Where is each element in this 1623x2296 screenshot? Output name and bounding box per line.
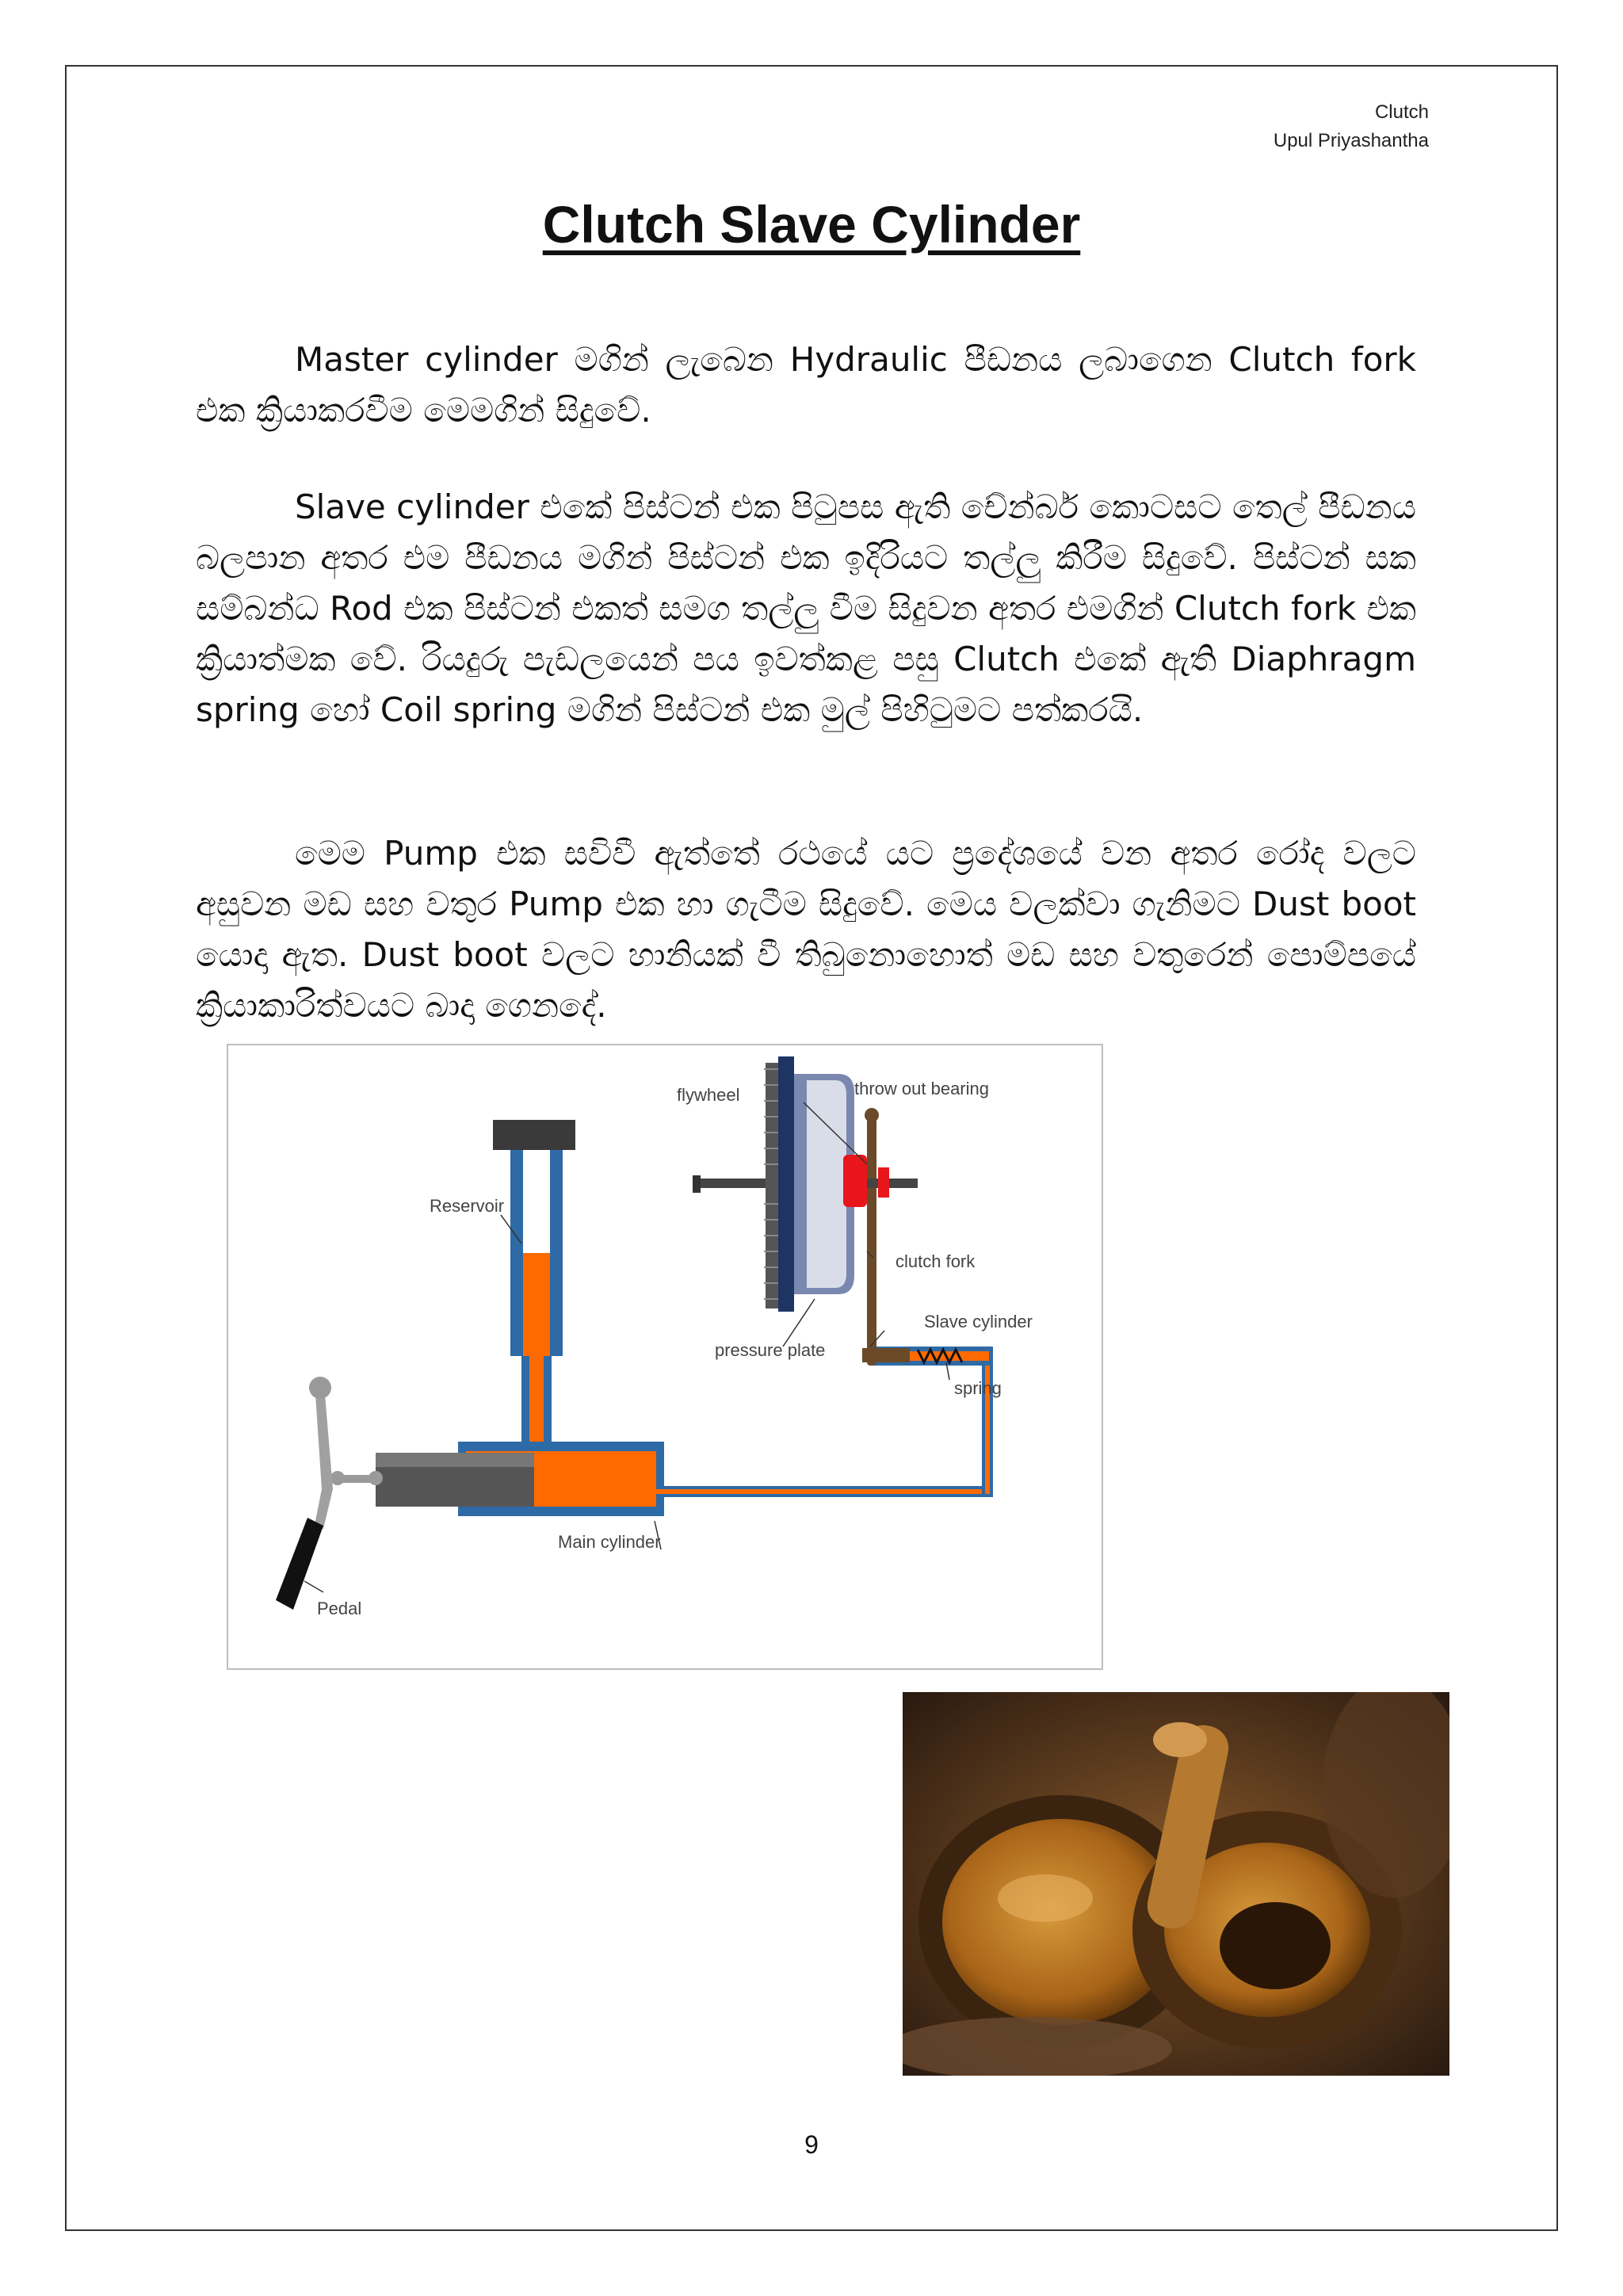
page-title: Clutch Slave Cylinder xyxy=(542,195,1081,254)
reservoir-fluid xyxy=(523,1253,550,1356)
label-pedal: Pedal xyxy=(317,1599,362,1618)
label-flywheel: flywheel xyxy=(677,1085,740,1105)
clutch-fork xyxy=(867,1115,876,1366)
slave-cylinder-photo xyxy=(903,1692,1449,2076)
header-author: Upul Priyashantha xyxy=(1273,130,1429,151)
pedal-pad xyxy=(276,1518,323,1610)
paragraph-2: Slave cylinder එකේ පිස්ටන් එක පිටුපස ඇති චේන්බර් කොටසට තෙල් පීඩනය බලපාන අතර එම පීඩනය මගින් පිස්ටන් එක ඉදිරියට තල්ලු කිරීම සිදුවේ. පිස්ටන් සක සම්බන්ධ Rod එක පිස්ටන් එකත් සමග තල්ලු වීම සිදුවන අතර එමගින් Clutch fork එක ක්‍රියාත්මක වේ. රියදුරු පැඩලයෙන් පය ඉවත්කළ පසු Clutch එකේ ඇති Diaphragm spring හෝ Coil spring මගින් පිස්ටන් එක මුල් පිහිටුමට පත්කරයි. xyxy=(196,487,1416,729)
pedal-arm xyxy=(314,1394,333,1529)
paragraph-1: Master cylinder මගින් ලැබෙන Hydraulic පීඩනය ලබාගෙන Clutch fork එක ක්‍රියාකරවීම මෙමගින් සිදුවේ. xyxy=(196,340,1416,430)
label-main-cylinder: Main cylinder xyxy=(558,1532,661,1552)
header-chapter: Clutch xyxy=(1374,101,1429,123)
label-reservoir: Reservoir xyxy=(430,1196,505,1216)
flywheel xyxy=(766,1063,778,1308)
clutch-disc xyxy=(778,1056,794,1312)
paragraph-3: මෙම Pump එක සවිවී ඇත්තේ රථයේ යට ප්‍රදේශයේ වන අතර රෝද වලට අසුවන මඩ සහ වතුර Pump එක හා ගැටීම සිදුවේ. මෙය වලක්වා ගැනිමට Dust boot යොදා ඇත. Dust boot වලට හානියක් වී තිබුනොහොත් මඩ සහ වතුරෙන් පොම්පයේ ක්‍රියාකාරිත්වයට බාදා ගෙනදේ. xyxy=(196,834,1416,1025)
clutch-hydraulic-diagram xyxy=(227,1044,1103,1670)
label-throw-out-bearing: throw out bearing xyxy=(854,1079,989,1098)
label-pressure-plate: pressure plate xyxy=(715,1340,826,1360)
reservoir-cap xyxy=(493,1120,575,1150)
label-slave-cylinder: Slave cylinder xyxy=(924,1312,1033,1331)
label-clutch-fork: clutch fork xyxy=(896,1251,976,1271)
label-spring: spring xyxy=(954,1378,1002,1398)
page-header xyxy=(1274,98,1429,155)
page-number: 9 xyxy=(804,2130,819,2159)
throw-out-bearing xyxy=(843,1155,867,1207)
